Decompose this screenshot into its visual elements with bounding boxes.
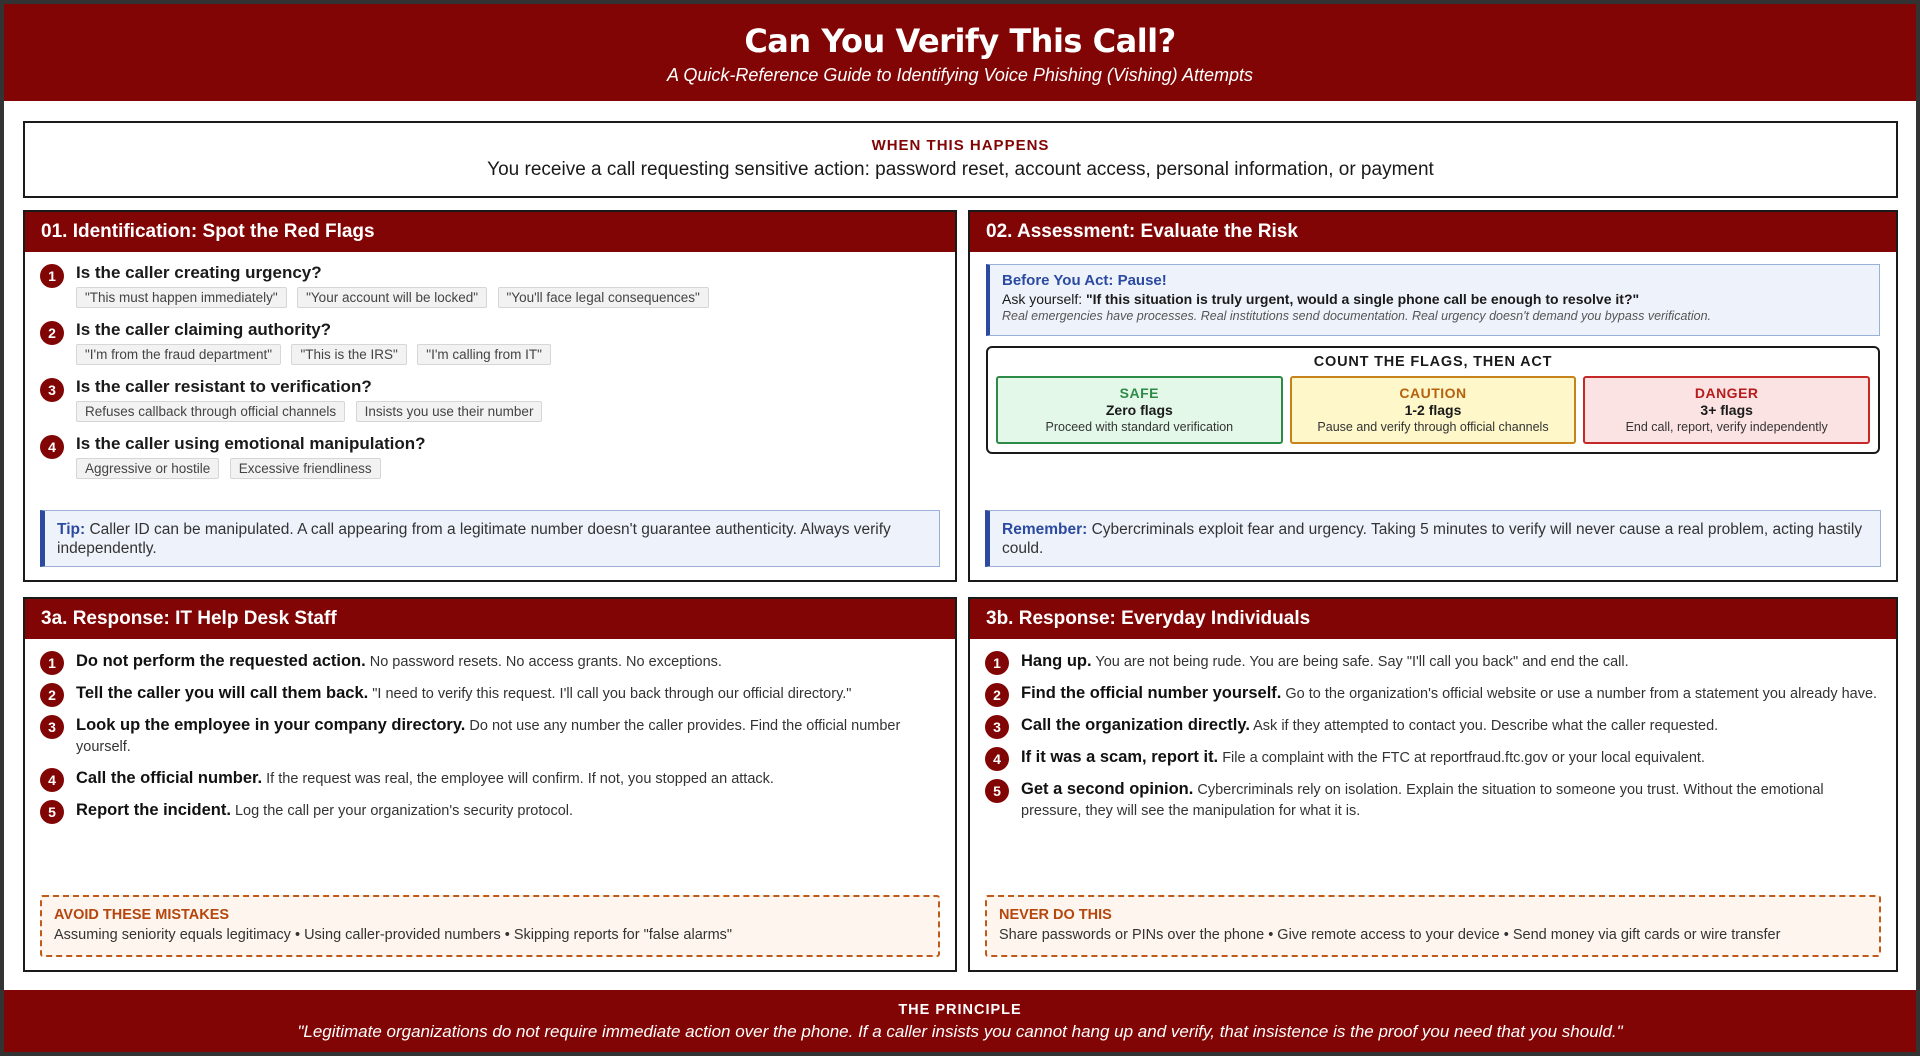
step-number-badge: 1 <box>985 651 1009 675</box>
level-description: Pause and verify through official channels <box>1317 420 1549 434</box>
step-number-badge: 1 <box>40 651 64 675</box>
step-heading: Call the organization directly. <box>1021 716 1250 734</box>
question-item <box>40 319 955 365</box>
step-number-badge: 2 <box>40 321 64 345</box>
assessment-panel <box>968 210 1898 582</box>
principle-footer <box>4 990 1916 1052</box>
step-text: Do not use any number the caller provides. Find the official number yourself. <box>76 718 901 755</box>
step-number-badge: 5 <box>40 800 64 824</box>
safe-level-card <box>996 376 1283 444</box>
question-text: Is the caller claiming authority? <box>76 320 332 339</box>
tip-label: Tip: <box>57 521 86 538</box>
step-number-badge: 1 <box>40 264 64 288</box>
example-chip: "This must happen immediately" <box>76 287 287 308</box>
question-text: Is the caller using emotional manipulation? <box>76 434 426 453</box>
pause-title: Before You Act: Pause! <box>1002 272 1167 289</box>
example-chip: "I'm from the fraud department" <box>76 344 281 365</box>
level-count: 3+ flags <box>1700 402 1753 418</box>
page-title: Can You Verify This Call? <box>744 22 1176 60</box>
step-number-badge: 4 <box>985 747 1009 771</box>
warn-text: Share passwords or PINs over the phone • Give remote access to your device • Send money via gift cards or wire transfer <box>999 927 1781 943</box>
individual-steps-list <box>970 639 1896 822</box>
response-step <box>985 715 1880 737</box>
response-step <box>985 651 1880 673</box>
example-chip: "You'll face legal consequences" <box>498 287 709 308</box>
step-heading: Do not perform the requested action. <box>76 652 366 670</box>
guide-page <box>4 4 1916 1052</box>
principle-quote: "Legitimate organizations do not require immediate action over the phone. If a caller insists you cannot hang up and verify, that insistence is the proof you need that you should." <box>297 1022 1623 1041</box>
level-name: DANGER <box>1694 385 1759 401</box>
step-heading: Get a second opinion. <box>1021 780 1194 798</box>
response-step <box>985 779 1880 822</box>
question-item <box>40 433 955 479</box>
it-response-title: 3a. Response: IT Help Desk Staff <box>25 599 955 639</box>
never-do-box <box>985 895 1881 957</box>
step-number-badge: 4 <box>40 435 64 459</box>
level-name: SAFE <box>1119 385 1159 401</box>
step-number-badge: 2 <box>40 683 64 707</box>
example-chip: "I'm calling from IT" <box>417 344 551 365</box>
example-chip: Excessive friendliness <box>230 458 381 479</box>
pause-note: Real emergencies have processes. Real institutions send documentation. Real urgency doesn't demand you bypass verification. <box>1002 309 1712 323</box>
step-text: No password resets. No access grants. No exceptions. <box>369 654 722 670</box>
step-heading: Find the official number yourself. <box>1021 684 1282 702</box>
remember-label: Remember: <box>1002 521 1088 538</box>
question-text: Is the caller resistant to verification? <box>76 377 372 396</box>
pause-callout <box>986 264 1880 336</box>
response-step <box>985 747 1880 769</box>
step-text: You are not being rude. You are being safe. Say "I'll call you back" and end the call. <box>1095 654 1629 670</box>
red-flag-questions <box>25 252 955 479</box>
step-text: Ask if they attempted to contact you. Describe what the caller requested. <box>1253 718 1719 734</box>
example-chip: Aggressive or hostile <box>76 458 219 479</box>
caution-level-card <box>1290 376 1577 444</box>
level-description: End call, report, verify independently <box>1625 420 1828 434</box>
identification-title: 01. Identification: Spot the Red Flags <box>25 212 955 252</box>
avoid-mistakes-box <box>40 895 940 957</box>
step-number-badge: 3 <box>40 378 64 402</box>
step-heading: Hang up. <box>1021 652 1092 670</box>
level-name: CAUTION <box>1399 385 1467 401</box>
response-step <box>985 683 1880 705</box>
step-text: Go to the organization's official website or use a number from a statement you already have. <box>1285 686 1878 702</box>
warn-title: AVOID THESE MISTAKES <box>54 907 230 923</box>
response-step <box>40 683 939 705</box>
step-text: Cybercriminals rely on isolation. Explain the situation to someone you trust. Without the emotional pressure, they will see the manipulation for what it is. <box>1021 782 1824 819</box>
pause-ask-label: Ask yourself: <box>1002 291 1083 307</box>
step-text: "I need to verify this request. I'll call you back through our official directory." <box>372 686 852 702</box>
step-text: Log the call per your organization's security protocol. <box>234 803 574 819</box>
step-heading: Report the incident. <box>76 801 231 819</box>
tip-callout <box>40 510 940 567</box>
step-text: File a complaint with the FTC at reportfraud.ftc.gov or your local equivalent. <box>1222 750 1705 766</box>
step-heading: Call the official number. <box>76 769 263 787</box>
when-text: You receive a call requesting sensitive action: password reset, account access, personal information, or payment <box>487 159 1434 180</box>
response-step <box>40 768 939 790</box>
danger-level-card <box>1583 376 1870 444</box>
step-number-badge: 3 <box>985 715 1009 739</box>
response-step <box>40 800 939 822</box>
principle-label: THE PRINCIPLE <box>898 1002 1022 1018</box>
level-count: Zero flags <box>1105 402 1173 418</box>
question-text: Is the caller creating urgency? <box>76 263 322 282</box>
response-step <box>40 651 939 673</box>
page-subtitle: A Quick-Reference Guide to Identifying Voice Phishing (Vishing) Attempts <box>667 65 1253 85</box>
example-chip: "This is the IRS" <box>291 344 406 365</box>
assessment-title: 02. Assessment: Evaluate the Risk <box>970 212 1896 252</box>
tip-text: Caller ID can be manipulated. A call appearing from a legitimate number doesn't guarantee authenticity. Always verify independently. <box>57 521 891 557</box>
step-heading: If it was a scam, report it. <box>1021 748 1219 766</box>
step-number-badge: 5 <box>985 779 1009 803</box>
example-chip: "Your account will be locked" <box>297 287 487 308</box>
question-item <box>40 376 955 422</box>
when-this-happens-box <box>23 121 1898 198</box>
flag-count-box <box>986 346 1880 454</box>
warn-title: NEVER DO THIS <box>999 907 1112 923</box>
step-number-badge: 4 <box>40 768 64 792</box>
count-title: COUNT THE FLAGS, THEN ACT <box>1313 354 1553 370</box>
remember-text: Cybercriminals exploit fear and urgency. Taking 5 minutes to verify will never cause a real problem, acting hastily could. <box>1002 521 1863 557</box>
level-description: Proceed with standard verification <box>1045 420 1234 434</box>
pause-question: "If this situation is truly urgent, would a single phone call be enough to resolve it?" <box>1086 291 1640 307</box>
step-text: If the request was real, the employee will confirm. If not, you stopped an attack. <box>266 771 774 787</box>
identification-panel <box>23 210 957 582</box>
level-count: 1-2 flags <box>1404 402 1462 418</box>
when-label: WHEN THIS HAPPENS <box>871 137 1050 154</box>
page-header <box>4 4 1916 101</box>
individual-response-title: 3b. Response: Everyday Individuals <box>970 599 1896 639</box>
step-heading: Look up the employee in your company directory. <box>76 716 466 734</box>
it-steps-list <box>25 639 955 822</box>
step-number-badge: 3 <box>40 715 64 739</box>
step-heading: Tell the caller you will call them back. <box>76 684 369 702</box>
it-response-panel <box>23 597 957 972</box>
question-item <box>40 262 955 308</box>
remember-callout <box>985 510 1881 567</box>
example-chip: Refuses callback through official channels <box>76 401 345 422</box>
individual-response-panel <box>968 597 1898 972</box>
warn-text: Assuming seniority equals legitimacy • Using caller-provided numbers • Skipping reports for "false alarms" <box>54 927 733 943</box>
response-step <box>40 715 939 758</box>
example-chip: Insists you use their number <box>356 401 543 422</box>
step-number-badge: 2 <box>985 683 1009 707</box>
